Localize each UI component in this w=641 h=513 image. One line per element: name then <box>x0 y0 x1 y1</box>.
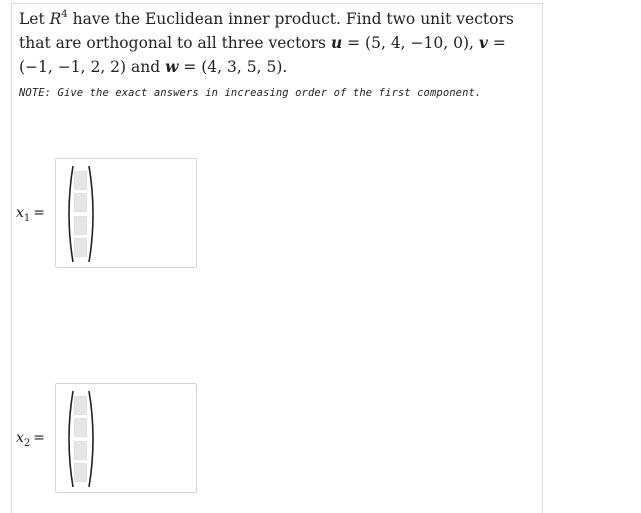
question-intro: Let <box>19 10 50 28</box>
question-body: have the Euclidean inner product. Find two unit vectors that are orthogonal to all three vectors <box>19 10 514 52</box>
vector-w-name: w <box>165 57 179 76</box>
question-panel <box>11 3 543 513</box>
answer-row-x1 <box>12 158 312 270</box>
vector-answer-box <box>55 383 197 493</box>
variable-subscript: 1 <box>23 212 31 224</box>
space-symbol: R <box>49 10 62 28</box>
answer-note: NOTE: Give the exact answers in increasing order of the first component. <box>19 87 482 99</box>
vector-entry-input[interactable] <box>74 441 87 460</box>
vector-entry-input[interactable] <box>74 463 87 482</box>
question-text <box>19 8 539 79</box>
equals-sign: = <box>33 430 46 446</box>
variable-label <box>16 205 45 224</box>
equals-sign: = <box>33 205 46 221</box>
vector-entry-input[interactable] <box>74 193 87 212</box>
vector-entry-input[interactable] <box>74 238 87 257</box>
variable-name: x <box>16 205 24 221</box>
vector-v-name: v <box>478 33 488 52</box>
variable-subscript: 2 <box>23 437 31 449</box>
vector-u-value: = (5, 4, −10, 0), <box>342 34 479 52</box>
vector-entry-input[interactable] <box>74 171 87 190</box>
space-dimension: 4 <box>61 9 68 20</box>
vector-entry-input[interactable] <box>74 418 87 437</box>
variable-name: x <box>16 430 24 446</box>
vector-answer-box <box>55 158 197 268</box>
vector-v-value: = (−1, −1, 2, 2) and <box>19 34 506 76</box>
vector-u-name: u <box>330 33 343 52</box>
vector-entry-input[interactable] <box>74 216 87 235</box>
vector-entry-input[interactable] <box>74 396 87 415</box>
variable-label <box>16 430 45 449</box>
vector-w-value: = (4, 3, 5, 5). <box>178 58 288 76</box>
answer-row-x2 <box>12 383 312 495</box>
